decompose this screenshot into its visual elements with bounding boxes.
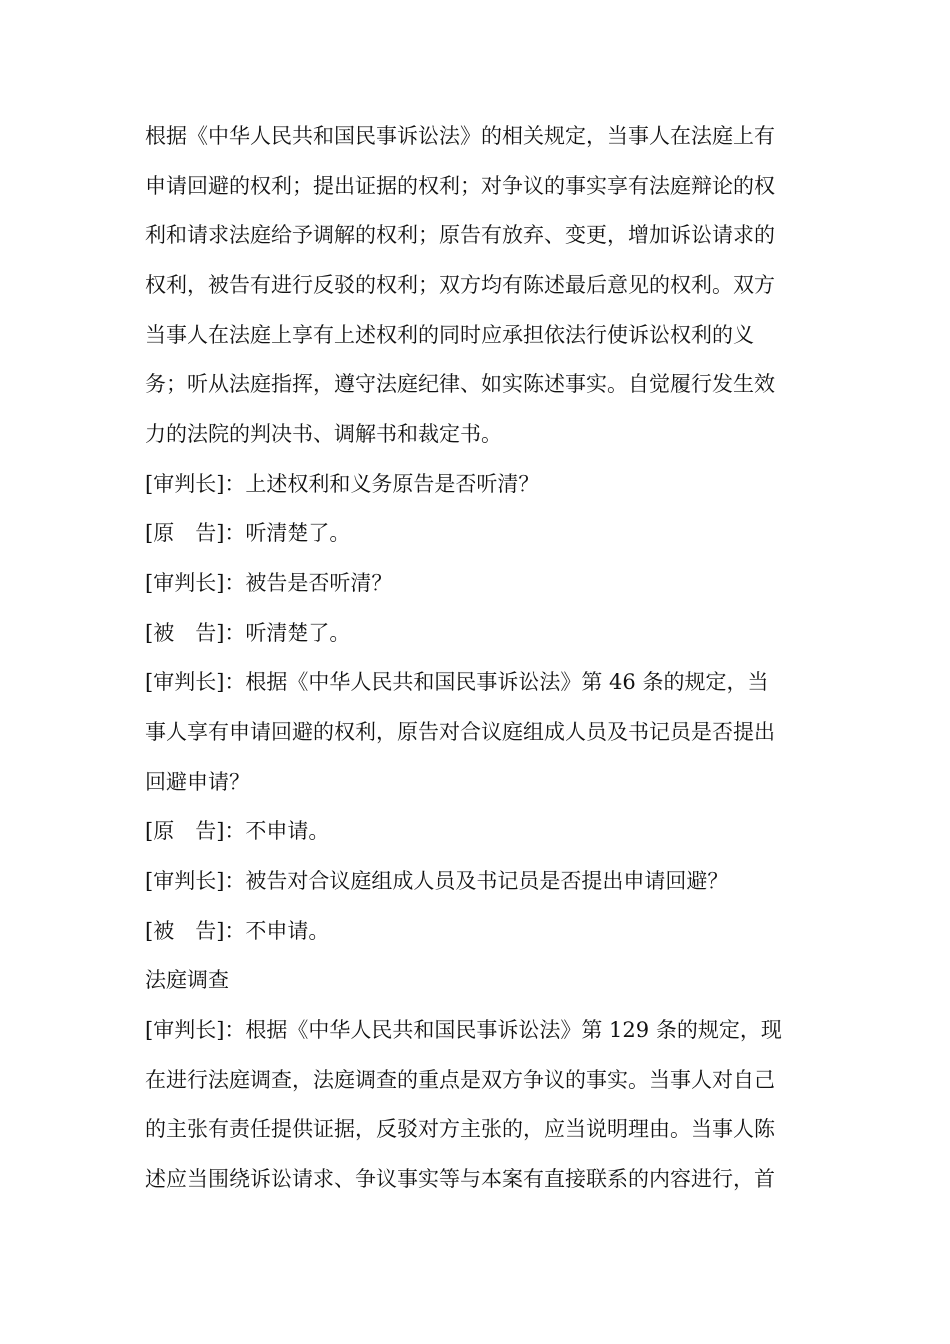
body-line: 当事人在法庭上享有上述权利的同时应承担依法行使诉讼权利的义 bbox=[145, 323, 754, 347]
section-heading: 法庭调查 bbox=[145, 968, 229, 992]
dialogue-line: [审判长]：根据《中华人民共和国民事诉讼法》第 129 条的规定，现 bbox=[145, 1018, 782, 1042]
dialogue-line: [被 告]：听清楚了。 bbox=[145, 621, 351, 645]
body-line: 权利，被告有进行反驳的权利；双方均有陈述最后意见的权利。双方 bbox=[145, 273, 775, 297]
dialogue-line: [审判长]：上述权利和义务原告是否听清？ bbox=[145, 472, 540, 496]
body-line: 利和请求法庭给予调解的权利；原告有放弃、变更，增加诉讼请求的 bbox=[145, 223, 775, 247]
dialogue-line: 回避申请？ bbox=[145, 770, 250, 794]
dialogue-line: 的主张有责任提供证据，反驳对方主张的，应当说明理由。当事人陈 bbox=[145, 1117, 775, 1141]
body-line: 申请回避的权利；提出证据的权利；对争议的事实享有法庭辩论的权 bbox=[145, 174, 775, 198]
dialogue-line: [原 告]：听清楚了。 bbox=[145, 521, 351, 545]
body-line: 力的法院的判决书、调解书和裁定书。 bbox=[145, 422, 502, 446]
body-line: 根据《中华人民共和国民事诉讼法》的相关规定，当事人在法庭上有 bbox=[145, 124, 775, 148]
dialogue-line: [审判长]：被告对合议庭组成人员及书记员是否提出申请回避？ bbox=[145, 869, 729, 893]
dialogue-line: 在进行法庭调查，法庭调查的重点是双方争议的事实。当事人对自己 bbox=[145, 1068, 775, 1092]
dialogue-line: [被 告]：不申请。 bbox=[145, 919, 330, 943]
body-line: 务；听从法庭指挥，遵守法庭纪律、如实陈述事实。自觉履行发生效 bbox=[145, 372, 775, 396]
dialogue-line: [原 告]：不申请。 bbox=[145, 819, 330, 843]
dialogue-line: 事人享有申请回避的权利，原告对合议庭组成人员及书记员是否提出 bbox=[145, 720, 775, 744]
dialogue-line: 述应当围绕诉讼请求、争议事实等与本案有直接联系的内容进行，首 bbox=[145, 1167, 775, 1191]
dialogue-line: [审判长]：根据《中华人民共和国民事诉讼法》第 46 条的规定，当 bbox=[145, 670, 769, 694]
dialogue-line: [审判长]：被告是否听清？ bbox=[145, 571, 393, 595]
